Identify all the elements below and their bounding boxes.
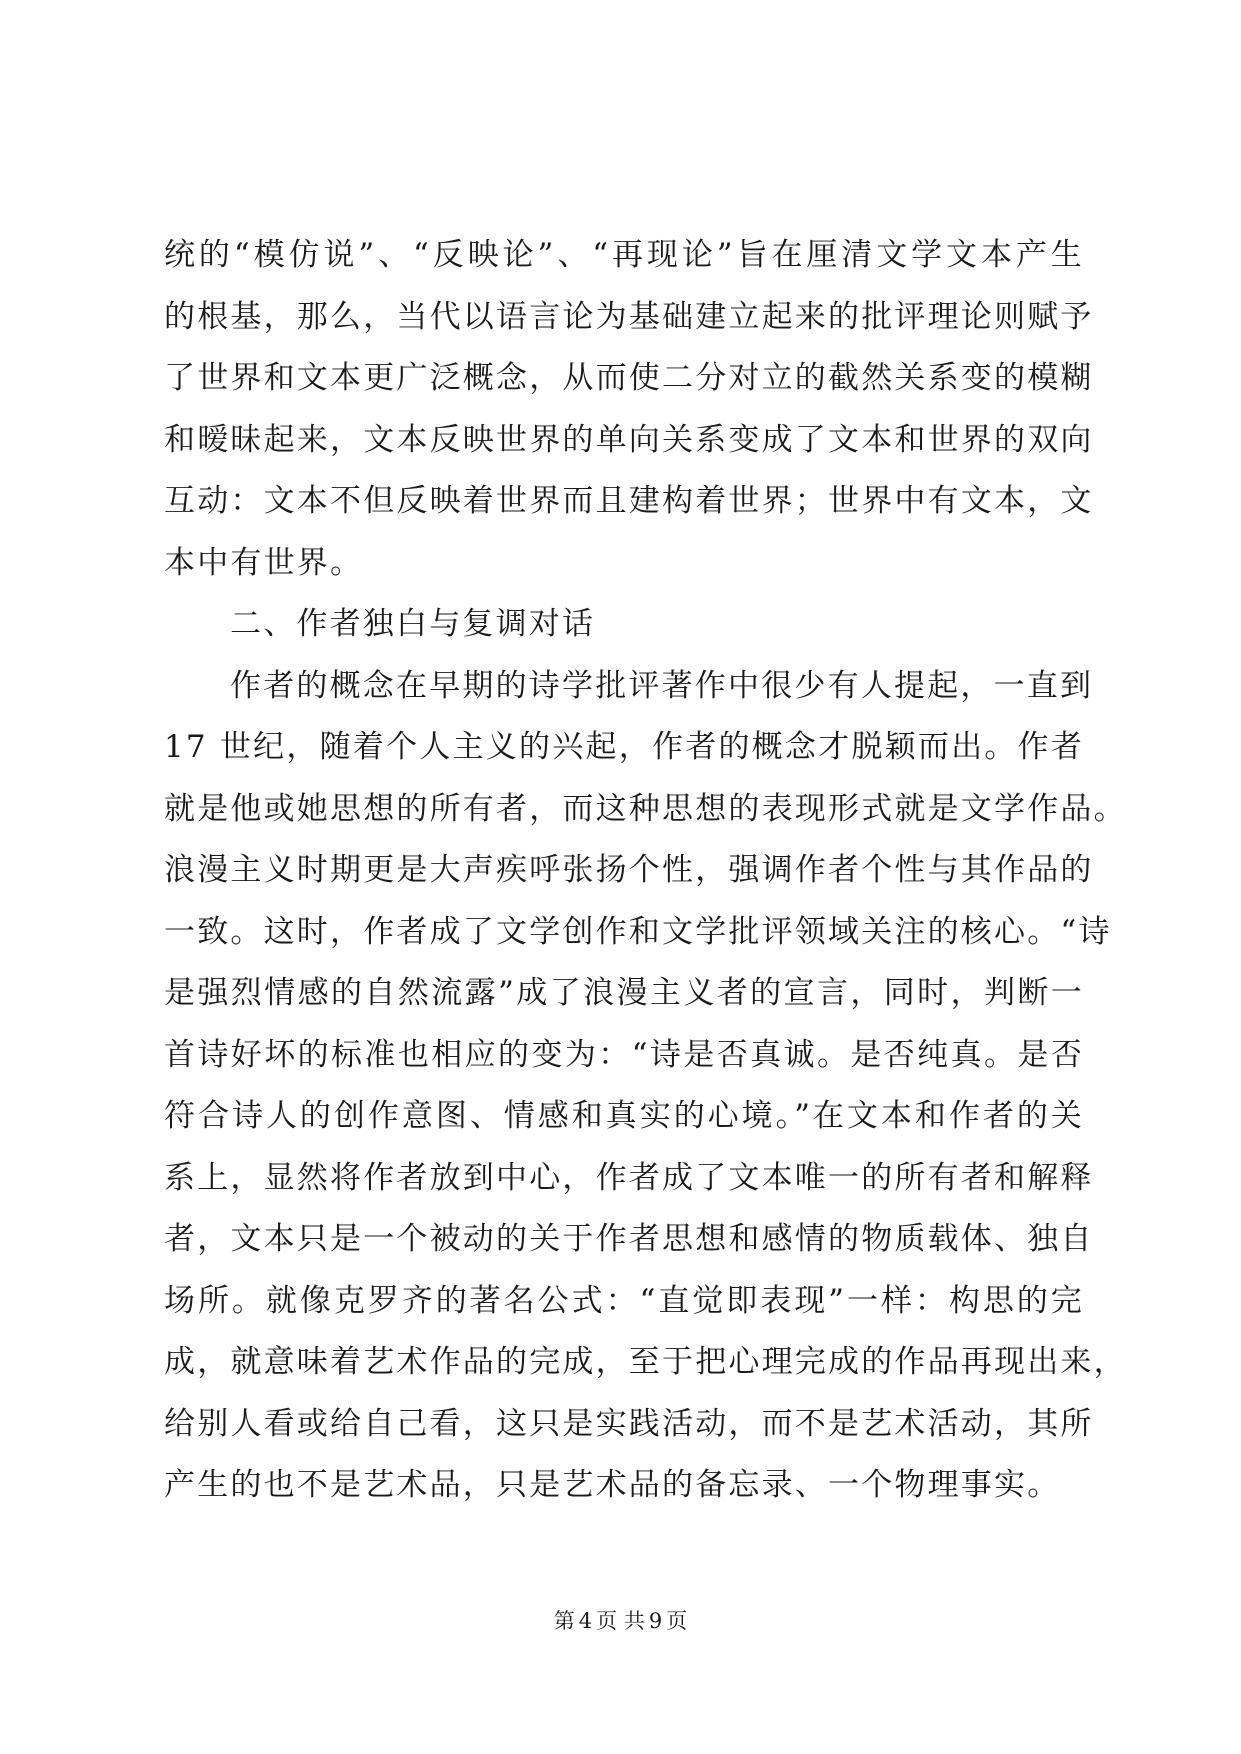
section-heading: 二、作者独白与复调对话 [230, 606, 596, 642]
paragraph-2 [164, 656, 1127, 1517]
text-line: 就是他或她思想的所有者，而这种思想的表现形式就是文学作品。 [164, 790, 1127, 827]
text-line: 首诗好坏的标准也相应的变为：“诗是否真诚。是否纯真。是否 [164, 1036, 1084, 1073]
text-line: 者，文本只是一个被动的关于作者思想和感情的物质载体、独自 [164, 1221, 1094, 1257]
text-line: 互动：文本不但反映着世界而且建构着世界；世界中有文本，文 [164, 483, 1094, 519]
text-line: 浪漫主义时期更是大声疾呼张扬个性，强调作者个性与其作品的 [164, 852, 1094, 888]
body-text [164, 225, 1127, 1517]
current-page-number: 4 [578, 1609, 593, 1633]
text-line: 本中有世界。 [164, 544, 364, 581]
text-line: 场所。就像克罗齐的著名公式：“直觉即表现”一样：构思的完 [164, 1282, 1084, 1319]
paragraph-1 [164, 225, 1094, 594]
total-pages-number: 9 [648, 1609, 663, 1633]
text-line: 成，就意味着艺术作品的完成，至于把心理完成的作品再现出来， [164, 1344, 1127, 1380]
text-line: 符合诗人的创作意图、情感和真实的心境。”在文本和作者的关 [164, 1098, 1084, 1134]
text-line: 17 世纪，随着个人主义的兴起，作者的概念才脱颖而出。作者 [164, 729, 1084, 765]
page-label-mid: 页 共 [596, 1609, 645, 1633]
text-line: 是强烈情感的自然流露”成了浪漫主义者的宣言，同时，判断一 [164, 975, 1084, 1011]
text-line: 作者的概念在早期的诗学批评著作中很少有人提起，一直到 [230, 667, 1094, 704]
text-line: 和暧昧起来，文本反映世界的单向关系变成了文本和世界的双向 [164, 421, 1094, 458]
page-label-prefix: 第 [553, 1609, 575, 1633]
text-line: 系上，显然将作者放到中心，作者成了文本唯一的所有者和解释 [164, 1159, 1094, 1196]
text-line: 一致。这时，作者成了文学创作和文学批评领域关注的核心。“诗 [164, 913, 1112, 950]
page-footer [0, 1605, 1241, 1635]
text-line: 了世界和文本更广泛概念，从而使二分对立的截然关系变的模糊 [164, 360, 1094, 396]
text-line: 的根基，那么，当代以语言论为基础建立起来的批评理论则赋予 [164, 298, 1094, 335]
page-label-suffix: 页 [666, 1609, 688, 1633]
text-line: 产生的也不是艺术品，只是艺术品的备忘录、一个物理事实。 [164, 1467, 1061, 1503]
text-line: 给别人看或给自己看，这只是实践活动，而不是艺术活动，其所 [164, 1405, 1094, 1442]
text-line: 统的“模仿说”、“反映论”、“再现论”旨在厘清文学文本产生 [164, 237, 1084, 273]
